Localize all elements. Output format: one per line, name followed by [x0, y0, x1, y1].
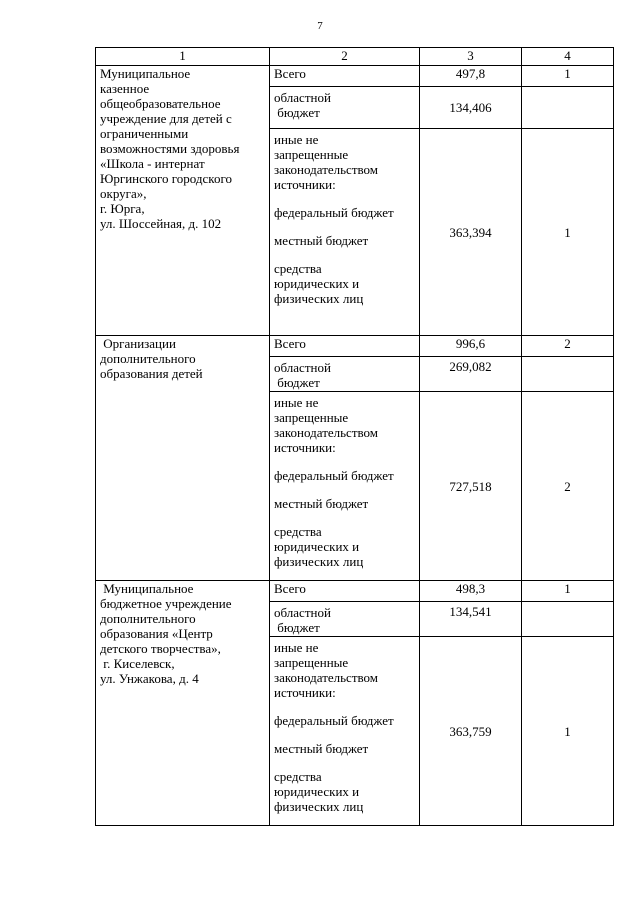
- budget-table: [95, 47, 614, 826]
- regional-budget-count: [522, 87, 614, 129]
- legal-entities-label-line: средства: [274, 524, 322, 539]
- other-sources-count: 1: [522, 129, 614, 336]
- organization-line: округа»,: [100, 186, 147, 201]
- legal-entities-label-line: физических лиц: [274, 799, 364, 814]
- total-count: 2: [522, 336, 614, 357]
- organization-line: общеобразовательное: [100, 96, 221, 111]
- organization-line: возможностями здоровья: [100, 141, 240, 156]
- other-sources-value: 363,394: [420, 129, 522, 336]
- other-sources-label-line: источники:: [274, 685, 336, 700]
- other-sources-count: 2: [522, 392, 614, 581]
- organization-line: образования детей: [100, 366, 203, 381]
- legal-entities-label-line: средства: [274, 261, 322, 276]
- federal-budget-label: федеральный бюджет: [274, 468, 394, 483]
- organization-cell: [96, 66, 270, 336]
- total-value: 996,6: [420, 336, 522, 357]
- regional-budget-label-line: областной: [274, 90, 331, 105]
- column-number-row: [96, 48, 614, 66]
- regional-budget-label-line: бюджет: [274, 375, 320, 390]
- total-count: 1: [522, 66, 614, 87]
- local-budget-label: местный бюджет: [274, 233, 369, 248]
- total-value: 497,8: [420, 66, 522, 87]
- regional-budget-value: 134,541: [420, 602, 522, 637]
- organization-line: Организации: [100, 336, 176, 351]
- other-sources-label-line: запрещенные: [274, 147, 349, 162]
- other-sources-value: 727,518: [420, 392, 522, 581]
- organization-line: Юргинского городского: [100, 171, 232, 186]
- total-row: [96, 66, 614, 87]
- legal-entities-label-line: юридических и: [274, 539, 360, 554]
- organization-line: г. Юрга,: [100, 201, 145, 216]
- organization-line: ограниченными: [100, 126, 189, 141]
- organization-line: дополнительного: [100, 351, 196, 366]
- organization-line: казенное: [100, 81, 150, 96]
- other-sources-cell: [270, 637, 420, 826]
- other-sources-label-line: источники:: [274, 440, 336, 455]
- regional-budget-label-line: областной: [274, 605, 331, 620]
- column-header-4: 4: [522, 48, 614, 66]
- total-label: Всего: [270, 336, 420, 357]
- page-number: 7: [317, 20, 323, 32]
- organization-cell: [96, 581, 270, 826]
- other-sources-cell: [270, 392, 420, 581]
- other-sources-label-line: иные не: [274, 640, 319, 655]
- regional-budget-label-line: бюджет: [274, 105, 320, 120]
- federal-budget-label: федеральный бюджет: [274, 205, 394, 220]
- regional-budget-count: [522, 602, 614, 637]
- organization-line: г. Киселевск,: [100, 656, 175, 671]
- local-budget-label: местный бюджет: [274, 741, 369, 756]
- other-sources-label-line: законодательством: [274, 425, 379, 440]
- total-label: Всего: [270, 66, 420, 87]
- organization-line: ул. Шоссейная, д. 102: [100, 216, 222, 231]
- regional-budget-label: [270, 602, 420, 637]
- total-row: [96, 581, 614, 602]
- legal-entities-label-line: юридических и: [274, 276, 360, 291]
- column-header-2: 2: [270, 48, 420, 66]
- total-count: 1: [522, 581, 614, 602]
- regional-budget-value: 134,406: [420, 87, 522, 129]
- regional-budget-label-line: бюджет: [274, 620, 320, 635]
- organization-cell: [96, 336, 270, 581]
- other-sources-label-line: запрещенные: [274, 410, 349, 425]
- column-header-1: 1: [96, 48, 270, 66]
- organization-line: «Школа - интернат: [100, 156, 205, 171]
- total-value: 498,3: [420, 581, 522, 602]
- other-sources-label-line: источники:: [274, 177, 336, 192]
- organization-line: дополнительного: [100, 611, 196, 626]
- other-sources-value: 363,759: [420, 637, 522, 826]
- legal-entities-label-line: физических лиц: [274, 291, 364, 306]
- total-label: Всего: [270, 581, 420, 602]
- other-sources-cell: [270, 129, 420, 336]
- other-sources-count: 1: [522, 637, 614, 826]
- other-sources-label-line: законодательством: [274, 670, 379, 685]
- regional-budget-label: [270, 357, 420, 392]
- local-budget-label: местный бюджет: [274, 496, 369, 511]
- other-sources-label-line: законодательством: [274, 162, 379, 177]
- organization-line: Муниципальное: [100, 66, 191, 81]
- organization-line: бюджетное учреждение: [100, 596, 232, 611]
- legal-entities-label-line: средства: [274, 769, 322, 784]
- regional-budget-label-line: областной: [274, 360, 331, 375]
- regional-budget-count: [522, 357, 614, 392]
- legal-entities-label-line: юридических и: [274, 784, 360, 799]
- organization-line: учреждение для детей с: [100, 111, 232, 126]
- organization-line: детского творчества»,: [100, 641, 221, 656]
- other-sources-label-line: иные не: [274, 395, 319, 410]
- regional-budget-label: [270, 87, 420, 129]
- legal-entities-label-line: физических лиц: [274, 554, 364, 569]
- other-sources-label-line: запрещенные: [274, 655, 349, 670]
- organization-line: Муниципальное: [100, 581, 194, 596]
- regional-budget-value: 269,082: [420, 357, 522, 392]
- other-sources-label-line: иные не: [274, 132, 319, 147]
- organization-line: ул. Унжакова, д. 4: [100, 671, 199, 686]
- total-row: [96, 336, 614, 357]
- organization-line: образования «Центр: [100, 626, 213, 641]
- federal-budget-label: федеральный бюджет: [274, 713, 394, 728]
- column-header-3: 3: [420, 48, 522, 66]
